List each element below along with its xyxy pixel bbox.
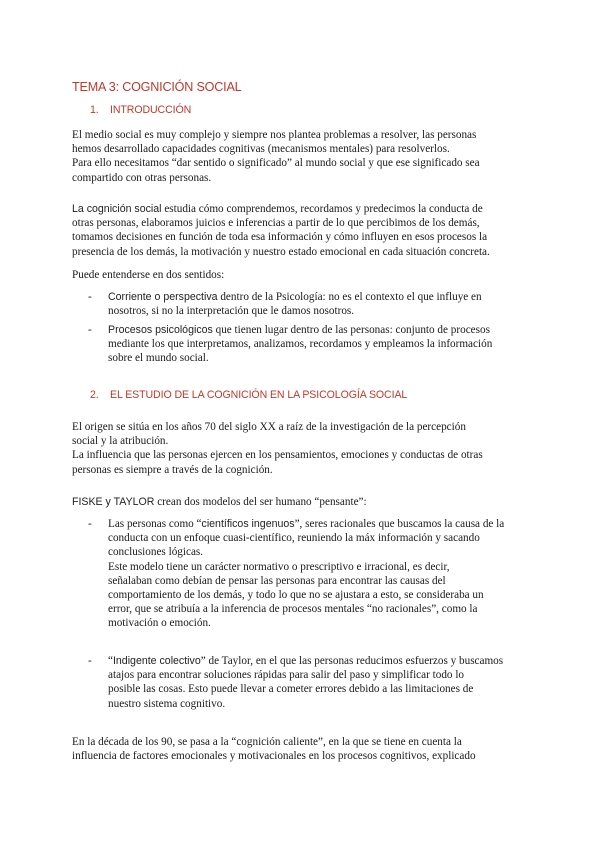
text-line: error, que se atribuía a la inferencia de procesos mentales “no racionales”, como la xyxy=(108,603,478,616)
section-number: 2. xyxy=(90,389,99,401)
text-line: tomamos decisiones en función de toda esa información y cómo influyen en esos procesos la xyxy=(72,231,488,244)
paragraph xyxy=(72,268,528,282)
text-line: otras personas, elaboramos juicios e inferencias a partir de lo que percibimos de los demás, xyxy=(72,217,480,230)
paragraph xyxy=(72,128,528,185)
text-line: señalaban como debían de pensar las personas para encontrar las causas del xyxy=(108,574,446,587)
bullet-dash: - xyxy=(88,518,92,530)
text-line xyxy=(108,654,528,668)
text-line xyxy=(72,495,528,509)
text-span: estudia cómo comprendemos, recordamos y predecimos la conducta de xyxy=(161,203,483,215)
text-line: conducta con un enfoque cuasi-científico, reuniendo la máx información y sacando xyxy=(108,532,480,545)
text-line: nosotros, si no la interpretación que le damos nosotros. xyxy=(108,305,355,318)
text-line: influencia de factores emocionales y motivacionales en los procesos cognitivos, explicado xyxy=(72,750,476,763)
text-line: posible las cosas. Esto puede llevar a cometer errores debido a las limitaciones de xyxy=(108,683,474,696)
bullet-dash: - xyxy=(88,291,92,303)
text-line: nuestro sistema cognitivo. xyxy=(108,697,226,710)
text-line: personas es siempre a través de la cognición. xyxy=(72,463,273,476)
section-title: INTRODUCCIÓN xyxy=(110,104,192,116)
text-span: ” de Taylor, en el que las personas reducimos esfuerzos y buscamos xyxy=(200,655,504,667)
section-number: 1. xyxy=(90,104,99,116)
bullet-dash: - xyxy=(88,324,92,336)
text-line: social y la atribución. xyxy=(72,435,169,448)
text-line: atajos para encontrar soluciones rápidas para salir del paso y simplificar todo lo xyxy=(108,669,465,682)
keyword: FISKE y TAYLOR xyxy=(72,496,155,508)
text-span: crean dos modelos del ser humano “pensante”: xyxy=(154,496,367,508)
text-line xyxy=(108,517,528,531)
section-title: EL ESTUDIO DE LA COGNICIÓN EN LA PSICOLOGÍA SOCIAL xyxy=(110,389,408,401)
paragraph xyxy=(72,202,528,259)
text-line: mediante los que interpretamos, analizamos, recordamos y empleamos la información xyxy=(108,338,493,351)
text-line: comportamiento de los demás, y todo lo que no se ajustara a esto, se consideraba un xyxy=(108,589,484,602)
text-span: ”, seres racionales que buscamos la causa de la xyxy=(294,518,505,530)
text-span: dentro de la Psicología: no es el contexto el que influye en xyxy=(217,291,482,303)
text-line: motivación o emoción. xyxy=(108,617,211,630)
text-line: Para ello necesitamos “dar sentido o significado” al mundo social y que ese significado sea xyxy=(72,157,480,170)
paragraph xyxy=(72,420,528,477)
keyword: Corriente o perspectiva xyxy=(108,291,218,303)
page-title: TEMA 3: COGNICIÓN SOCIAL xyxy=(72,80,242,94)
text-line: En la década de los 90, se pasa a la “cognición caliente”, en la que se tiene en cuenta la xyxy=(72,736,462,748)
text-line xyxy=(108,290,528,304)
keyword: Indigente colectivo xyxy=(112,655,201,667)
text-span: que tienen lugar dentro de las personas: conjunto de procesos xyxy=(212,324,490,336)
text-line: Este modelo tiene un carácter normativo o prescriptivo e irracional, es decir, xyxy=(108,560,450,573)
text-line: presencia de los demás, la motivación y nuestro estado emocional en cada situación concreta. xyxy=(72,245,490,258)
text-line xyxy=(72,202,528,216)
keyword: científicos ingenuos xyxy=(201,518,295,530)
keyword: La cognición social xyxy=(72,203,162,215)
text-line: La influencia que las personas ejercen en los pensamientos, emociones y conductas de otras xyxy=(72,449,483,462)
paragraph xyxy=(72,495,528,509)
text-line: compartido con otras personas. xyxy=(72,171,212,184)
section-heading-estudio xyxy=(90,388,407,402)
section-heading-introduccion xyxy=(90,103,191,117)
text-span: Las personas como “ xyxy=(108,518,202,530)
text-span: “ xyxy=(108,655,113,667)
text-line: El medio social es muy complejo y siempre nos plantea problemas a resolver, las personas xyxy=(72,129,477,141)
text-line: Puede entenderse en dos sentidos: xyxy=(72,269,225,281)
text-line: conclusiones lógicas. xyxy=(108,546,204,559)
text-line xyxy=(108,323,528,337)
text-line: El origen se sitúa en los años 70 del siglo XX a raíz de la investigación de la percepción xyxy=(72,421,466,433)
text-line: hemos desarrollado capacidades cognitivas (mecanismos mentales) para resolverlos. xyxy=(72,143,450,156)
text-line: sobre el mundo social. xyxy=(108,352,209,365)
paragraph xyxy=(72,735,528,763)
keyword: Procesos psicológicos xyxy=(108,324,213,336)
bullet-dash: - xyxy=(88,655,92,667)
